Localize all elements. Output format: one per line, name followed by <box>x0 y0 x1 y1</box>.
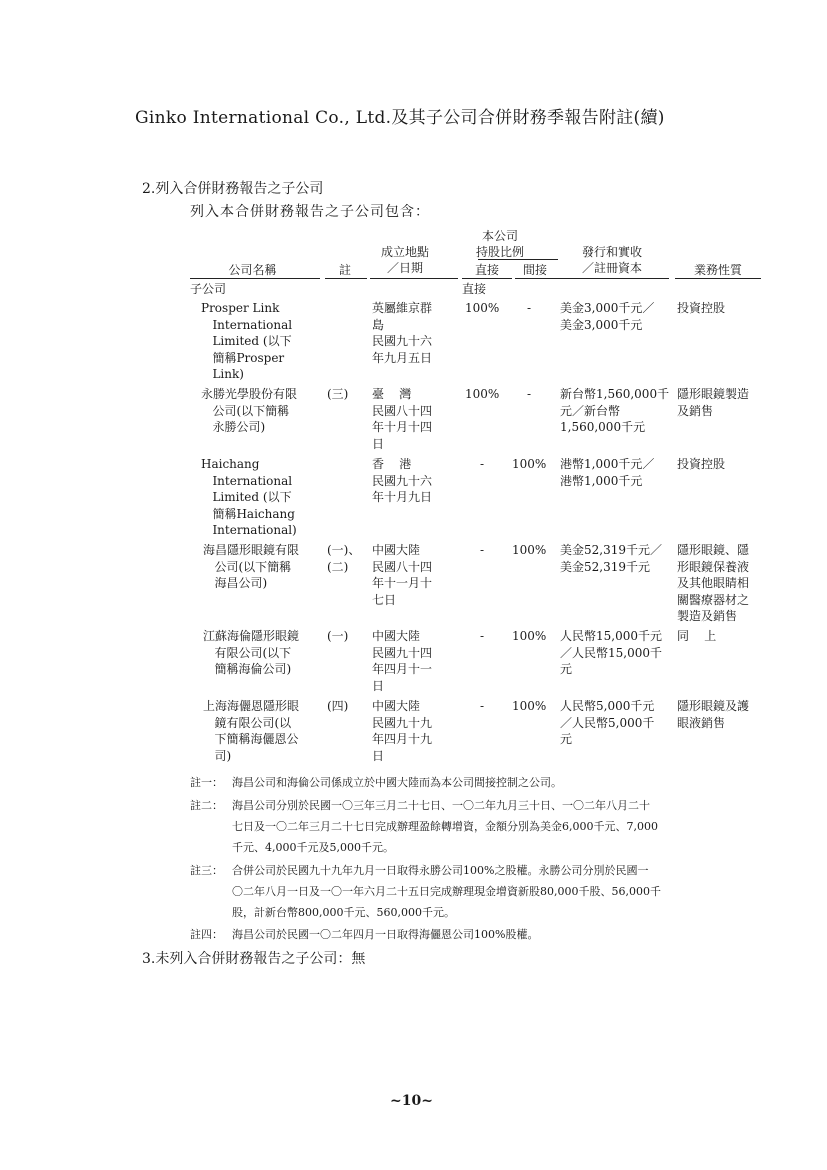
note-2-text: 海昌公司分別於民國一〇三年三月二十七日、一〇二年九月三十日、一〇二年八月二十 七日及一〇二年三月二十七日完成辦理盈餘轉增資，金額分別為美金6,000千元、7,000 千元、4,000千元及5,000千元。 <box>232 799 658 854</box>
direct-cell: 100% <box>465 301 500 315</box>
company-name-cell: 永勝光學股份有限 公司(以下簡稱 永勝公司) <box>201 387 298 434</box>
note-header: 註 <box>338 263 351 277</box>
section-3-heading: 3.未列入合併財務報告之子公司：無 <box>142 951 366 967</box>
place-date-cell: 中國大陸 民國八十四 年十一月十 七日 <box>372 543 433 607</box>
capital-cell: 人民幣5,000千元 ／人民幣5,000千 元 <box>560 699 655 746</box>
capital-cell: 港幣1,000千元／ 港幣1,000千元 <box>560 457 655 488</box>
direct-cell: - <box>480 457 485 471</box>
direct-cell: - <box>480 629 485 643</box>
indirect-cell: 100% <box>512 543 547 557</box>
capital-cell: 人民幣15,000千元 ／人民幣15,000千 元 <box>560 629 662 676</box>
direct-cell: 100% <box>465 387 500 401</box>
group-label: 子公司 <box>190 282 227 296</box>
direct-underline <box>462 278 512 279</box>
note-3-label: 註三： <box>190 864 223 877</box>
company-name-cell: 江蘇海倫隱形眼鏡 有限公司(以下 簡稱海倫公司) <box>203 629 300 676</box>
indirect-header: 間接 <box>522 263 547 277</box>
indirect-cell: - <box>527 301 532 315</box>
capital-cell: 美金52,319千元／ 美金52,319千元 <box>560 543 662 574</box>
indirect-cell: 100% <box>512 699 547 713</box>
holding-ratio-underline <box>478 259 558 260</box>
place-date-cell: 中國大陸 民國九十四 年四月十一 日 <box>372 629 433 693</box>
company-name-cell: 上海海儷恩隱形眼 鏡有限公司(以 下簡稱海儷恩公 司) <box>203 699 300 763</box>
business-cell: 隱形眼鏡製造 及銷售 <box>677 387 750 418</box>
indirect-cell: 100% <box>512 457 547 471</box>
direct-cell: - <box>480 699 485 713</box>
indirect-cell: 100% <box>512 629 547 643</box>
company-name-cell: 海昌隱形眼鏡有限 公司(以下簡稱 海昌公司) <box>203 543 300 590</box>
note-4-label: 註四： <box>190 928 223 941</box>
place-date-cell: 英屬維京群 島 民國九十六 年九月五日 <box>372 301 433 365</box>
business-header: 業務性質 <box>693 263 742 277</box>
note-cell: (四) <box>327 699 349 713</box>
capital-cell: 美金3,000千元／ 美金3,000千元 <box>560 301 655 332</box>
capital-header: 發行和實收 ／註冊資本 <box>581 245 642 275</box>
place-date-cell: 臺 灣 民國八十四 年十月十四 日 <box>372 387 433 451</box>
section-2-heading: 2.列入合併財務報告之子公司 <box>142 181 324 197</box>
place-date-cell: 香 港 民國九十六 年十月九日 <box>372 457 433 504</box>
note-2-label: 註二： <box>190 799 223 812</box>
company-name-cell: Prosper Link International Limited (以下 簡稱Prosper Link) <box>201 301 293 381</box>
place-date-cell: 中國大陸 民國九十九 年四月十九 日 <box>372 699 433 763</box>
note-1-label: 註一： <box>190 776 223 789</box>
company-underline <box>190 278 320 279</box>
place-underline <box>370 278 458 279</box>
business-cell: 隱形眼鏡及護 眼液銷售 <box>677 699 750 730</box>
direct-cell: - <box>480 543 485 557</box>
capital-underline <box>557 278 669 279</box>
business-cell: 投資控股 <box>677 457 726 471</box>
company-name-header: 公司名稱 <box>228 263 277 277</box>
note-underline <box>325 278 367 279</box>
page-header-title: Ginko International Co., Ltd.及其子公司合併財務季報告附註(續) <box>135 108 665 128</box>
holding-ratio-header: 本公司 持股比例 <box>475 229 524 259</box>
direct-header: 直接 <box>474 263 499 277</box>
business-cell: 隱形眼鏡、隱 形眼鏡保養液 及其他眼睛相 關醫療器材之 製造及銷售 <box>677 543 750 623</box>
note-cell: (一) <box>327 629 349 643</box>
page-number: ~10~ <box>390 1093 433 1109</box>
company-name-cell: Haichang International Limited (以下 簡稱Haichang International) <box>201 457 297 537</box>
indirect-cell: - <box>527 387 532 401</box>
section-2-intro: 列入本合併財務報告之子公司包含： <box>190 204 430 220</box>
business-cell: 投資控股 <box>677 301 726 315</box>
note-4-text: 海昌公司於民國一〇二年四月一日取得海儷恩公司100%股權。 <box>232 928 539 941</box>
place-date-header: 成立地點 ／日期 <box>380 245 429 275</box>
business-cell: 同 上 <box>677 629 717 643</box>
business-underline <box>675 278 761 279</box>
direct-label: 直接 <box>462 282 487 296</box>
note-cell: (三) <box>327 387 349 401</box>
note-3-text: 合併公司於民國九十九年九月一日取得永勝公司100%之股權。永勝公司分別於民國一 〇二年八月一日及一〇一年六月二十五日完成辦理現金增資新股80,000千股、56,000千 股，計新台幣800,000千元、560,000千元。 <box>232 864 661 919</box>
capital-cell: 新台幣1,560,000千 元／新台幣 1,560,000千元 <box>560 387 670 434</box>
indirect-underline <box>515 278 558 279</box>
note-1-text: 海昌公司和海倫公司係成立於中國大陸而為本公司間接控制之公司。 <box>232 776 562 789</box>
note-cell: (一)、 (二) <box>327 543 361 574</box>
